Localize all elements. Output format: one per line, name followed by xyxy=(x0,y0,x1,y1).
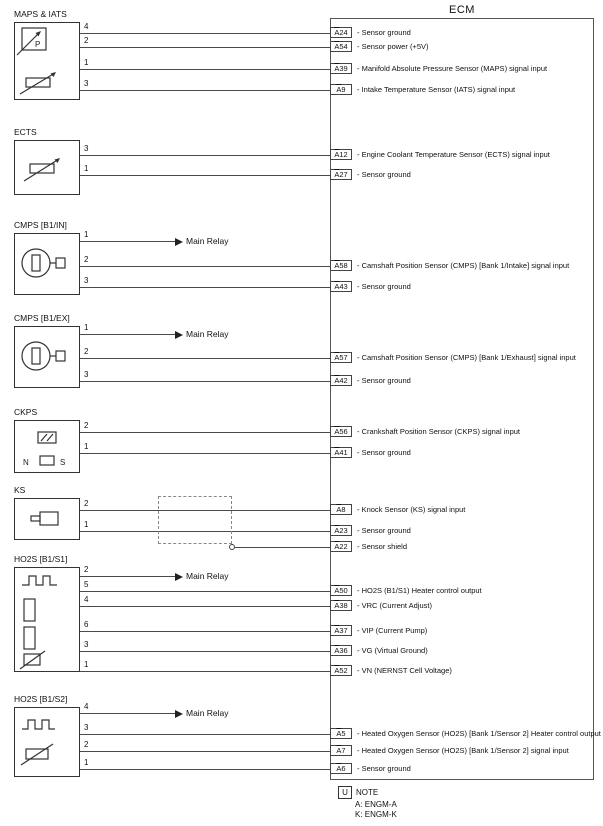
pin-number-ks-2: 2 xyxy=(84,499,89,508)
wire-ckps-pin-1 xyxy=(80,453,330,454)
ecm-pin-A38: A38 xyxy=(330,600,352,611)
ecm-pin-desc-A52: - VN (NERNST Cell Voltage) xyxy=(357,666,452,675)
note-line-k: K: ENGM-K xyxy=(355,810,397,819)
cmps-sensor-icon xyxy=(14,233,80,295)
ecm-pin-desc-A23: - Sensor ground xyxy=(357,526,411,535)
wire-ects-pin-3 xyxy=(80,155,330,156)
ecm-pin-A5: A5 xyxy=(330,728,352,739)
pin-number-ks-1: 1 xyxy=(84,520,89,529)
ecm-pin-A22: A22 xyxy=(330,541,352,552)
ecm-pin-desc-A37: - VIP (Current Pump) xyxy=(357,626,428,635)
wire-ects-pin-1 xyxy=(80,175,330,176)
ecm-pin-desc-A6: - Sensor ground xyxy=(357,764,411,773)
ecm-pin-A36: A36 xyxy=(330,645,352,656)
ecm-pin-A7: A7 xyxy=(330,745,352,756)
pin-number-ho2s-b1-s2-4: 4 xyxy=(84,702,89,711)
pin-number-cmps-b1-ex-1: 1 xyxy=(84,323,89,332)
ecm-pin-A12: A12 xyxy=(330,149,352,160)
wire-ho2s-b1-s2-pin-3 xyxy=(80,734,330,735)
svg-text:N: N xyxy=(23,458,29,467)
ecm-pin-desc-A56: - Crankshaft Position Sensor (CKPS) signal input xyxy=(357,427,520,436)
ecm-pin-A8: A8 xyxy=(330,504,352,515)
wire-ho2s-b1-s1-pin-3 xyxy=(80,651,330,652)
ecm-pin-desc-A39: - Manifold Absolute Pressure Sensor (MAPS) signal input xyxy=(357,64,548,73)
wire-shield-A22 xyxy=(235,547,330,548)
connector-label-ho2s-b1-s2: HO2S [B1/S2] xyxy=(14,694,68,704)
wire-ho2s-b1-s1-pin-4 xyxy=(80,606,330,607)
pin-number-ho2s-b1-s1-1: 1 xyxy=(84,660,89,669)
ecm-pin-desc-A24: - Sensor ground xyxy=(357,28,411,37)
note-block xyxy=(338,786,397,820)
ecm-pin-desc-A57: - Camshaft Position Sensor (CMPS) [Bank 1/Exhaust] signal input xyxy=(357,353,576,362)
ecm-pin-desc-A7: - Heated Oxygen Sensor (HO2S) [Bank 1/Sensor 2] signal input xyxy=(357,746,569,755)
ecm-pin-desc-A58: - Camshaft Position Sensor (CMPS) [Bank 1/Intake] signal input xyxy=(357,261,570,270)
ecm-pin-A43: A43 xyxy=(330,281,352,292)
pin-number-ects-3: 3 xyxy=(84,144,89,153)
pin-number-ho2s-b1-s1-2: 2 xyxy=(84,565,89,574)
wire-ho2s-b1-s2-pin-2 xyxy=(80,751,330,752)
main-relay-arrow xyxy=(175,573,183,581)
knock-sensor-shield xyxy=(158,496,232,544)
wire-maps-iats-pin-4 xyxy=(80,33,330,34)
ecm-pin-A27: A27 xyxy=(330,169,352,180)
wire-maps-iats-pin-3 xyxy=(80,90,330,91)
ho2s-s2-sensor-icon xyxy=(14,707,80,777)
wire-maps-iats-pin-1 xyxy=(80,69,330,70)
cmps-sensor-icon xyxy=(14,326,80,388)
wire-cmps-b1-ex-pin-2 xyxy=(80,358,330,359)
ecm-pin-A50: A50 xyxy=(330,585,352,596)
ecm-pin-A23: A23 xyxy=(330,525,352,536)
ecm-pin-desc-A36: - VG (Virtual Ground) xyxy=(357,646,428,655)
ecm-pin-A56: A56 xyxy=(330,426,352,437)
ecm-pin-A41: A41 xyxy=(330,447,352,458)
maps-iats-sensor-icon xyxy=(14,22,80,100)
ecm-pin-desc-A38: - VRC (Current Adjust) xyxy=(357,601,433,610)
wire-maps-iats-pin-2 xyxy=(80,47,330,48)
pin-number-ho2s-b1-s1-4: 4 xyxy=(84,595,89,604)
connector-label-ects: ECTS xyxy=(14,127,37,137)
connector-label-maps-iats: MAPS & IATS xyxy=(14,9,67,19)
note-line-a: A: ENGM-A xyxy=(355,800,397,809)
pin-number-maps-iats-2: 2 xyxy=(84,36,89,45)
ecm-pin-A57: A57 xyxy=(330,352,352,363)
ecm-pin-A54: A54 xyxy=(330,41,352,52)
ho2s-s1-sensor-icon xyxy=(14,567,80,672)
wire-ho2s-b1-s2-pin-4 xyxy=(80,713,175,714)
ecm-pin-desc-A27: - Sensor ground xyxy=(357,170,411,179)
pin-number-ckps-1: 1 xyxy=(84,442,89,451)
main-relay-label: Main Relay xyxy=(186,571,229,581)
pin-number-cmps-b1-in-1: 1 xyxy=(84,230,89,239)
ecm-pin-desc-A43: - Sensor ground xyxy=(357,282,411,291)
wire-cmps-b1-ex-pin-3 xyxy=(80,381,330,382)
ecm-pin-A37: A37 xyxy=(330,625,352,636)
wire-ho2s-b1-s1-pin-1 xyxy=(80,671,330,672)
pin-number-ects-1: 1 xyxy=(84,164,89,173)
ecm-pin-A39: A39 xyxy=(330,63,352,74)
pin-number-maps-iats-1: 1 xyxy=(84,58,89,67)
ckps-sensor-icon xyxy=(14,420,80,473)
connector-label-ho2s-b1-s1: HO2S [B1/S1] xyxy=(14,554,68,564)
connector-label-cmps-b1-ex: CMPS [B1/EX] xyxy=(14,313,70,323)
connector-label-ckps: CKPS xyxy=(14,407,38,417)
pin-number-ckps-2: 2 xyxy=(84,421,89,430)
ecm-pin-desc-A12: - Engine Coolant Temperature Sensor (ECTS) signal input xyxy=(357,150,550,159)
pin-number-maps-iats-3: 3 xyxy=(84,79,89,88)
ecm-pin-desc-A54: - Sensor power (+5V) xyxy=(357,42,429,51)
ecm-pin-desc-A22: - Sensor shield xyxy=(357,542,408,551)
main-relay-arrow xyxy=(175,238,183,246)
pin-number-maps-iats-4: 4 xyxy=(84,22,89,31)
wire-cmps-b1-in-pin-1 xyxy=(80,241,175,242)
main-relay-arrow xyxy=(175,331,183,339)
note-title: NOTE xyxy=(356,788,379,797)
wire-ho2s-b1-s1-pin-5 xyxy=(80,591,330,592)
main-relay-label: Main Relay xyxy=(186,236,229,246)
wire-ho2s-b1-s1-pin-2 xyxy=(80,576,175,577)
ecm-pin-A58: A58 xyxy=(330,260,352,271)
pin-number-ho2s-b1-s1-3: 3 xyxy=(84,640,89,649)
pin-number-cmps-b1-in-2: 2 xyxy=(84,255,89,264)
main-relay-label: Main Relay xyxy=(186,708,229,718)
svg-text:S: S xyxy=(60,458,66,467)
wire-cmps-b1-ex-pin-1 xyxy=(80,334,175,335)
wire-cmps-b1-in-pin-3 xyxy=(80,287,330,288)
ecm-pin-desc-A9: - Intake Temperature Sensor (IATS) signal input xyxy=(357,85,516,94)
svg-text:P: P xyxy=(35,40,41,49)
connector-symbol-icon: U xyxy=(338,786,352,799)
ecm-pin-A42: A42 xyxy=(330,375,352,386)
pin-number-ho2s-b1-s1-6: 6 xyxy=(84,620,89,629)
ecm-pin-desc-A8: - Knock Sensor (KS) signal input xyxy=(357,505,466,514)
pin-number-ho2s-b1-s2-3: 3 xyxy=(84,723,89,732)
main-relay-arrow xyxy=(175,710,183,718)
thermistor-icon xyxy=(14,140,80,195)
ecm-pin-desc-A42: - Sensor ground xyxy=(357,376,411,385)
connector-label-ks: KS xyxy=(14,485,26,495)
ecm-pin-desc-A41: - Sensor ground xyxy=(357,448,411,457)
ecm-title: ECM xyxy=(449,4,475,16)
ecm-pin-desc-A5: - Heated Oxygen Sensor (HO2S) [Bank 1/Sensor 2] Heater control output xyxy=(357,729,601,738)
pin-number-cmps-b1-ex-2: 2 xyxy=(84,347,89,356)
ecm-pin-A6: A6 xyxy=(330,763,352,774)
wire-cmps-b1-in-pin-2 xyxy=(80,266,330,267)
ecm-pin-A52: A52 xyxy=(330,665,352,676)
pin-number-ho2s-b1-s2-2: 2 xyxy=(84,740,89,749)
pin-number-ho2s-b1-s2-1: 1 xyxy=(84,758,89,767)
wire-ho2s-b1-s1-pin-6 xyxy=(80,631,330,632)
connector-label-cmps-b1-in: CMPS [B1/IN] xyxy=(14,220,67,230)
wire-ckps-pin-2 xyxy=(80,432,330,433)
pin-number-cmps-b1-in-3: 3 xyxy=(84,276,89,285)
pin-number-cmps-b1-ex-3: 3 xyxy=(84,370,89,379)
ecm-pin-A24: A24 xyxy=(330,27,352,38)
pin-number-ho2s-b1-s1-5: 5 xyxy=(84,580,89,589)
knock-sensor-icon xyxy=(14,498,80,540)
main-relay-label: Main Relay xyxy=(186,329,229,339)
ecm-pin-desc-A50: - HO2S (B1/S1) Heater control output xyxy=(357,586,482,595)
ecm-pin-A9: A9 xyxy=(330,84,352,95)
wire-ho2s-b1-s2-pin-1 xyxy=(80,769,330,770)
